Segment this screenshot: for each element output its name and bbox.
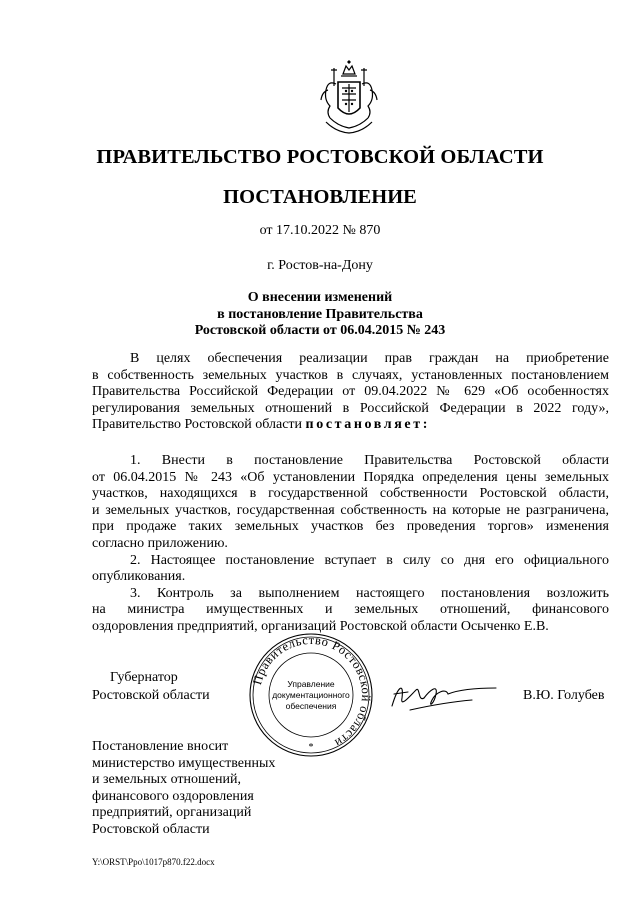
document-date-number: от 17.10.2022 № 870 [259, 223, 381, 238]
government-title: ПРАВИТЕЛЬСТВО РОСТОВСКОЙ ОБЛАСТИ [96, 146, 544, 168]
paragraph-line: на министра имущественных и земельных отношений, финансового [92, 602, 609, 618]
paragraph-line: оздоровления предприятий, организаций Ростовской области Осыченко Е.В. [92, 618, 549, 634]
paragraph-line: от 06.04.2015 № 243 «Об установлении Порядка определения цены земельных [92, 469, 609, 485]
decree-items [92, 453, 609, 636]
submitted-by-line: финансового оздоровления [92, 788, 254, 804]
signatory-position: Губернатор [110, 670, 178, 685]
submitted-by-line: и земельных отношений, [92, 772, 241, 787]
seal-inner-line: документационного [272, 690, 350, 700]
paragraph-line: при продаже таких земельных участков без проведения торгов» изменения [92, 519, 609, 535]
subject-line: О внесении изменений [247, 290, 393, 305]
paragraph-line: в собственность земельных участков в случаях, установленных постановлением [92, 367, 609, 383]
paragraph-line: 3. Контроль за выполнением настоящего постановления возложить [130, 585, 609, 601]
paragraph-line: Правительства Российской Федерации от 09.04.2022 № 629 «Об особенностях [92, 384, 609, 400]
subject-line: Ростовской области от 06.04.2015 № 243 [194, 323, 446, 338]
signatory-name: В.Ю. Голубев [523, 688, 605, 703]
subject-line: в постановление Правительства [217, 306, 423, 322]
file-path-footer: Y:\ORST\Ppo\1017p870.f22.docx [92, 857, 215, 867]
seal-inner-line: обеспечения [285, 701, 337, 711]
paragraph-line: согласно приложению. [92, 535, 228, 551]
seal-star: * [308, 742, 314, 753]
seal-inner-line: Управление [287, 679, 335, 689]
preamble-paragraph [92, 351, 609, 434]
seal-outer-text: Правительство Ростовской области [250, 632, 374, 751]
handwritten-signature-icon [388, 676, 498, 716]
paragraph-line: участков, находящихся в государственной собственности Ростовской области, [92, 486, 609, 502]
paragraph-line: 2. Настоящее постановление вступает в силу со дня его официального [130, 552, 609, 568]
decree-word: постановляет: [305, 417, 430, 433]
document-city: г. Ростов-на-Дону [267, 258, 373, 273]
submitted-by-line: предприятий, организаций [92, 805, 252, 820]
paragraph-line: и земельных участков, государственная собственность на которые не разграничена, [92, 502, 609, 518]
coat-of-arms-icon [316, 60, 382, 138]
paragraph-line: опубликования. [92, 569, 186, 585]
submitted-by-line: министерство имущественных [92, 755, 276, 771]
paragraph-line: 1. Внести в постановление Правительства Ростовской области [130, 453, 609, 468]
submitted-by-line: Ростовской области [92, 821, 210, 837]
submitted-by-block [92, 739, 275, 838]
paragraph-line [92, 417, 609, 434]
document-type-heading: ПОСТАНОВЛЕНИЕ [223, 186, 417, 208]
submitted-by-line: Постановление вносит [92, 739, 229, 754]
paragraph-line: регулирования земельных отношений в Российской Федерации в 2022 году», [92, 400, 609, 416]
signatory-position: Ростовской области [92, 688, 210, 703]
preamble-prefix: Правительство Ростовской области [92, 417, 306, 433]
paragraph-line: В целях обеспечения реализации прав граждан на приобретение [130, 351, 609, 366]
